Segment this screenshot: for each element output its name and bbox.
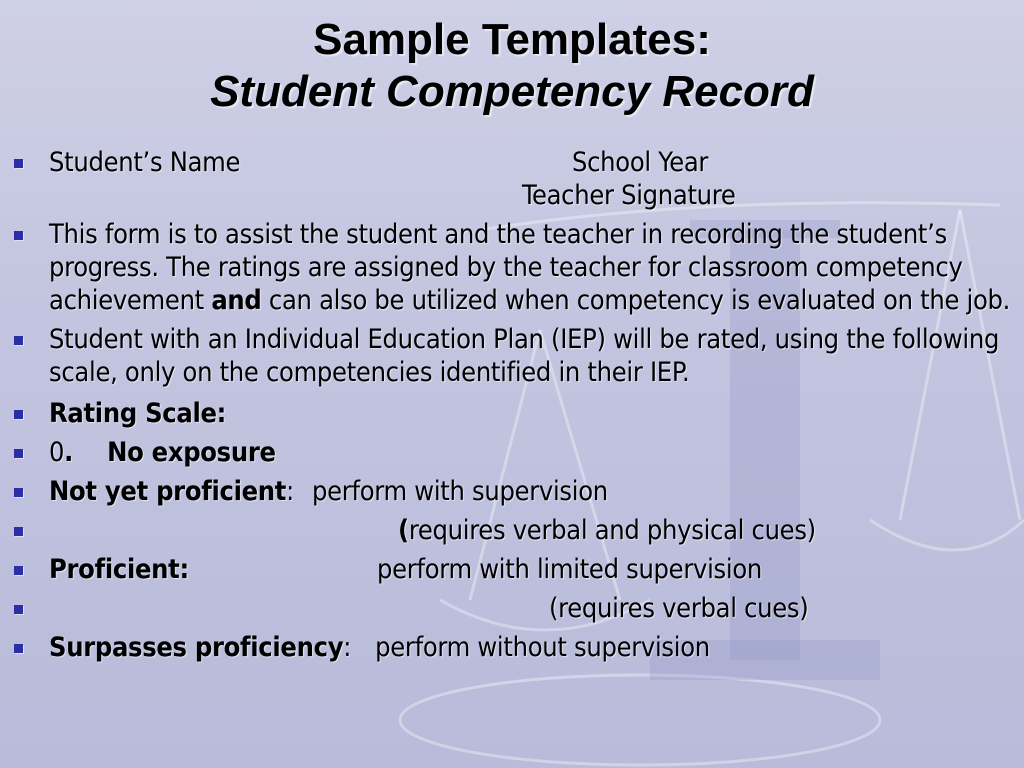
rating-surpasses-description: perform without supervision [375,632,710,663]
bullet-not-yet-proficient [12,475,1012,508]
square-bullet-icon [14,644,23,653]
students-name-label: Student’s Name [49,147,241,178]
bullet-no-exposure [12,436,1012,469]
rating-not-yet-label: Not yet proficient [49,476,287,507]
rating-surpasses-label: Surpasses proficiency [49,632,344,663]
square-bullet-icon [14,159,23,168]
square-bullet-icon [14,527,23,536]
cues-open-paren: ( [398,515,409,546]
square-bullet-icon [14,605,23,614]
title-line-2: Student Competency Record [210,67,814,116]
bullet-proficient-cues [12,592,1012,625]
bullet-list [12,146,1012,664]
rating-proficient-description: perform with limited supervision [377,554,762,585]
square-bullet-icon [14,566,23,575]
rating-proficient-label: Proficient: [49,554,189,585]
purpose-text-start: This form is to assist the student and the teacher in recording the student’s progress. The ratings are assigned by the teacher for classroom competency achievement [49,219,963,316]
bullet-surpasses-proficiency [12,631,1012,664]
verbal-cues-text: (requires verbal cues) [549,593,809,624]
rating-no-exposure-label: No exposure [107,437,276,468]
teacher-signature-label: Teacher Signature [522,180,736,211]
bullet-name-row [12,146,1012,212]
slide-title [0,14,1024,118]
purpose-text-end: can also be utilized when competency is evaluated on the job. [261,285,1011,316]
square-bullet-icon [14,410,23,419]
school-year-label: School Year [572,147,709,178]
rating-scale-heading: Rating Scale: [49,398,227,429]
rating-not-yet-colon: : [286,476,295,507]
bullet-rating-scale [12,397,1012,430]
square-bullet-icon [14,336,23,345]
purpose-bold-and: and [211,285,262,316]
square-bullet-icon [14,449,23,458]
rating-zero-dot: . [64,437,74,468]
bullet-iep [12,323,1012,389]
square-bullet-icon [14,488,23,497]
verbal-physical-cues-text: requires verbal and physical cues) [408,515,816,546]
rating-zero-number: 0 [49,437,65,468]
rating-surpasses-colon: : [343,632,352,663]
iep-text: Student with an Individual Education Plan (IEP) will be rated, using the following scale, only on the competencies identified in their IEP. [49,324,1000,388]
bullet-proficient [12,553,1012,586]
bullet-not-yet-cues [12,514,1012,547]
title-line-1: Sample Templates: [313,15,711,64]
square-bullet-icon [14,231,23,240]
bullet-purpose [12,218,1012,317]
rating-not-yet-description: perform with supervision [312,476,608,507]
